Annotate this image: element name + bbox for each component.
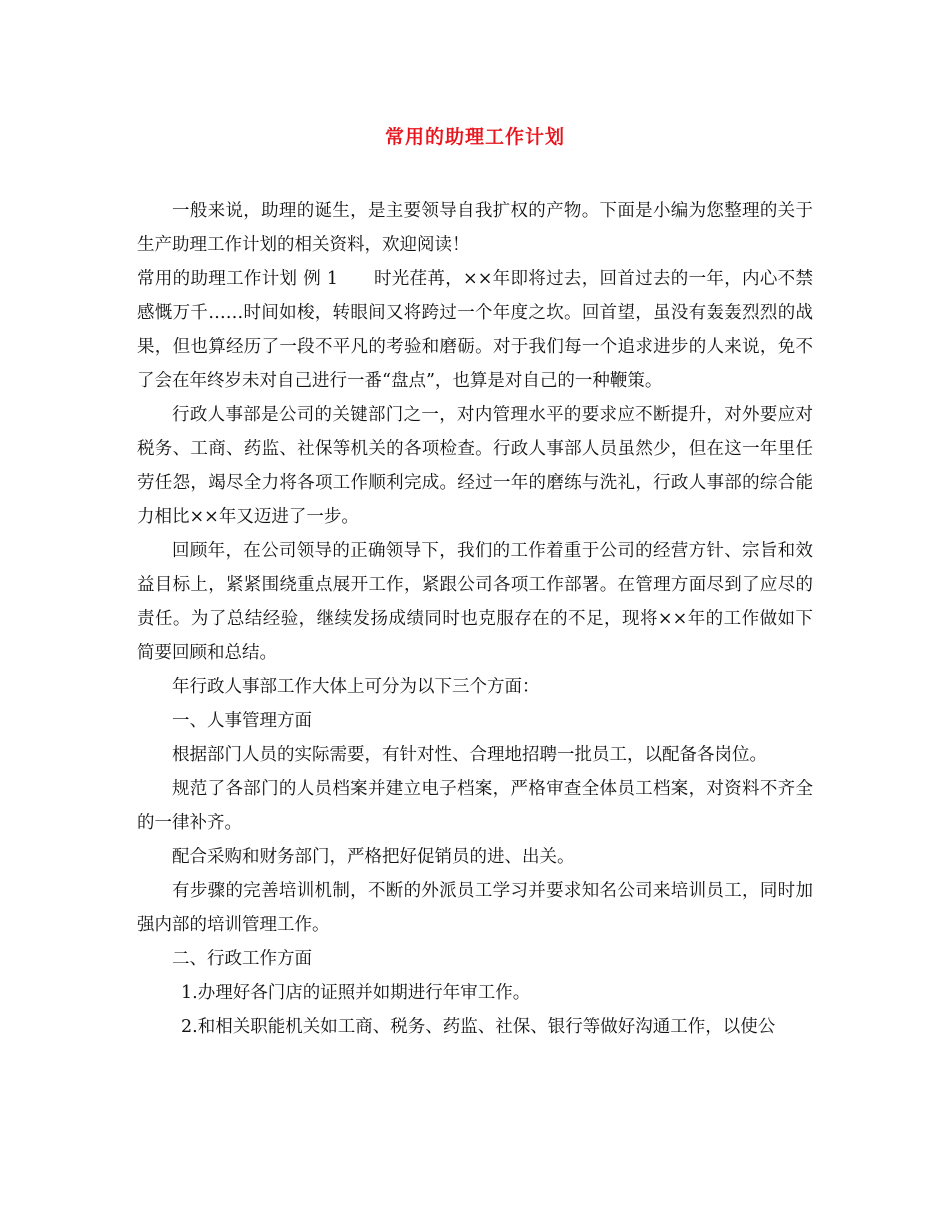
paragraph-department: 行政人事部是公司的关键部门之一，对内管理水平的要求应不断提升，对外要应对税务、工商、药监、社保等机关的各项检查。行政人事部人员虽然少，但在这一年里任劳任怨，竭尽全力将各项工作顺利完成。经过一年的磨练与洗礼，行政人事部的综合能力相比××年又迈进了一步。 — [137, 405, 813, 527]
list-item-communication: 2.和相关职能机关如工商、税务、药监、社保、银行等做好沟通工作，以使公 — [181, 1017, 776, 1037]
paragraph-recruit: 根据部门人员的实际需要，有针对性、合理地招聘一批员工，以配备各岗位。 — [172, 745, 767, 765]
section-heading-admin: 二、行政工作方面 — [172, 949, 312, 969]
paragraph-three-aspects: 年行政人事部工作大体上可分为以下三个方面： — [172, 677, 540, 697]
section-heading-hr: 一、人事管理方面 — [172, 711, 312, 731]
document-title: 常用的助理工作计划 — [384, 126, 565, 148]
document-body — [137, 194, 813, 1044]
list-item-licenses: 1.办理好各门店的证照并如期进行年审工作。 — [181, 983, 531, 1003]
paragraph-example-1: 常用的助理工作计划 例 1 时光荏苒，××年即将过去，回首过去的一年，内心不禁感慨万千……时间如梭，转眼间又将跨过一个年度之坎。回首望，虽没有轰轰烈烈的战果，但也算经历了一段不平凡的考验和磨砺。对于我们每一个追求进步的人来说，免不了会在年终岁未对自己进行一番“盘点”，也算是对自己的一种鞭策。 — [137, 269, 813, 391]
paragraph-promoters: 配合采购和财务部门，严格把好促销员的进、出关。 — [172, 847, 575, 867]
paragraph-training: 有步骤的完善培训机制，不断的外派员工学习并要求知名公司来培训员工，同时加强内部的培训管理工作。 — [137, 881, 813, 935]
paragraph-archives: 规范了各部门的人员档案并建立电子档案，严格审查全体员工档案，对资料不齐全的一律补齐。 — [137, 779, 813, 833]
paragraph-review: 回顾年，在公司领导的正确领导下，我们的工作着重于公司的经营方针、宗旨和效益目标上，紧紧围绕重点展开工作，紧跟公司各项工作部署。在管理方面尽到了应尽的责任。为了总结经验，继续发扬成绩同时也克服存在的不足，现将××年的工作做如下简要回顾和总结。 — [137, 541, 813, 663]
paragraph-intro: 一般来说，助理的诞生，是主要领导自我扩权的产物。下面是小编为您整理的关于生产助理工作计划的相关资料，欢迎阅读！ — [137, 201, 813, 255]
